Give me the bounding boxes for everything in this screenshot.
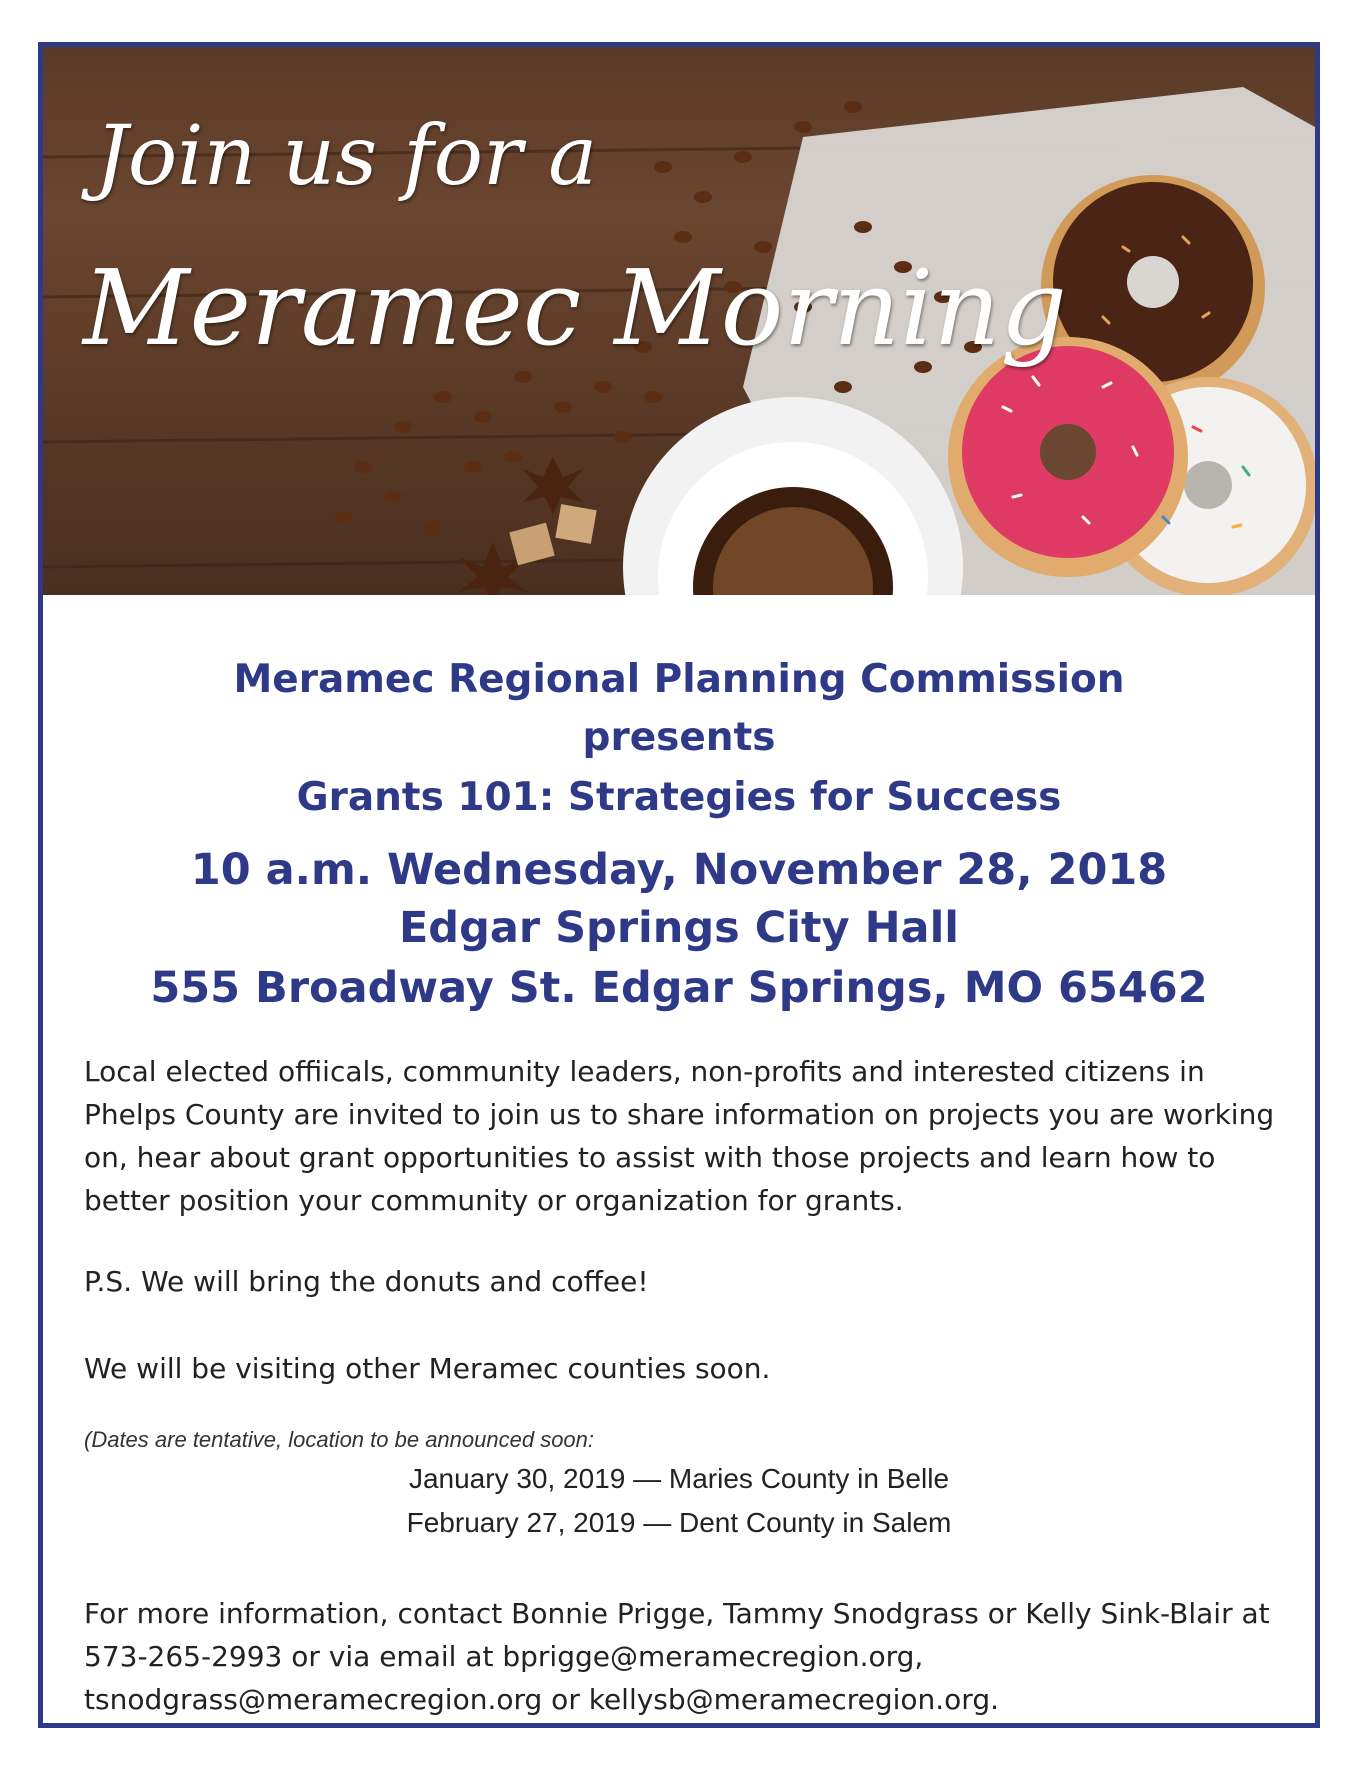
- presents-heading: presents: [582, 715, 776, 760]
- tentative-note: (Dates are tentative, location to be announced soon:: [84, 1427, 595, 1452]
- ps-paragraph: P.S. We will bring the donuts and coffee!: [84, 1265, 649, 1298]
- sugar-cube: [509, 523, 555, 566]
- intro-paragraph: Local elected offiicals, community leaders, non-profits and interested citizens in Phelps County are invited to join us to share information on projects you are working on, hear about grant opportunities to assist with those projects and learn how to better position your community or organization for grants.: [84, 1055, 1275, 1217]
- date-item: January 30, 2019 — Maries County in Belle: [408, 1463, 950, 1494]
- date-item: February 27, 2019 — Dent County in Salem: [406, 1507, 952, 1538]
- pink-donut: [948, 337, 1188, 577]
- sugar-cube: [555, 504, 596, 544]
- event-title: Grants 101: Strategies for Success: [296, 775, 1062, 820]
- flyer-frame: [38, 42, 1320, 1728]
- hero-image: [43, 47, 1315, 595]
- contact-paragraph: For more information, contact Bonnie Prigge, Tammy Snodgrass or Kelly Sink-Blair at 573-265-2993 or via email at bprigge@meramecregion.org, tsnodgrass@meramecregion.org or kellysb@meramecregion.org.: [84, 1597, 1270, 1716]
- organization-heading: Meramec Regional Planning Commission: [233, 657, 1125, 702]
- hero-script-line1: Join us for a: [95, 109, 598, 204]
- event-address: 555 Broadway St. Edgar Springs, MO 65462: [150, 963, 1208, 1013]
- hero-script-line2: Meramec Morning: [83, 247, 1067, 369]
- visiting-paragraph: We will be visiting other Meramec counties soon.: [84, 1352, 771, 1385]
- event-datetime: 10 a.m. Wednesday, November 28, 2018: [190, 845, 1168, 895]
- event-venue: Edgar Springs City Hall: [398, 903, 960, 953]
